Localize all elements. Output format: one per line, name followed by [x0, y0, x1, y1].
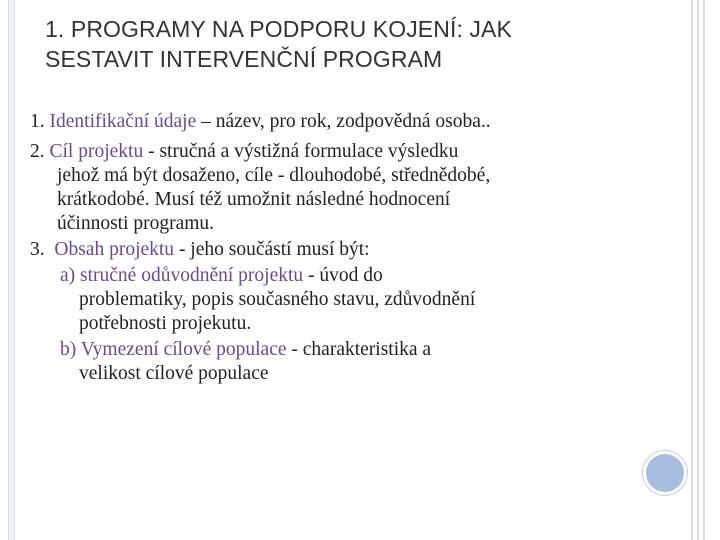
- item-continuation: velikost cílové populace: [79, 363, 269, 384]
- slide-body: [30, 110, 640, 386]
- sub-item: a) stručné odůvodnění projektu - úvod do: [60, 265, 383, 286]
- rail-line: [697, 0, 699, 540]
- rail-line: [703, 0, 705, 540]
- sub-item: b) Vymezení cílové populace - charakteristika a: [60, 339, 432, 360]
- item-continuation: jehož má být dosaženo, cíle - dlouhodobé, střednědobé,: [57, 165, 491, 186]
- decorative-circle: [646, 454, 684, 492]
- slide-title: [45, 14, 665, 74]
- item-highlight: b) Vymezení cílové populace: [60, 339, 287, 360]
- item-highlight: Identifikační údaje: [49, 111, 197, 132]
- item-highlight: Obsah projektu: [54, 239, 175, 260]
- left-border-decoration: [8, 0, 15, 540]
- title-line: 1. PROGRAMY NA PODPORU KOJENÍ: JAK: [45, 16, 512, 42]
- rail-line: [691, 0, 693, 540]
- list-item: 2. Cíl projektu - stručná a výstižná formulace výsledku: [30, 141, 459, 162]
- item-continuation: problematiky, popis současného stavu, zdůvodnění: [79, 289, 476, 310]
- item-highlight: a) stručné odůvodnění projektu: [60, 265, 304, 286]
- item-continuation: účinnosti programu.: [57, 213, 215, 234]
- list-item: 1. Identifikační údaje – název, pro rok, zodpovědná osoba..: [30, 111, 491, 132]
- title-line: SESTAVIT INTERVENČNÍ PROGRAM: [45, 46, 443, 72]
- item-highlight: Cíl projektu: [49, 141, 144, 162]
- right-rails-decoration: [683, 0, 720, 540]
- item-continuation: krátkodobé. Musí též umožnit následné hodnocení: [57, 189, 451, 210]
- item-continuation: potřebnosti projekutu.: [79, 313, 252, 334]
- list-item: 3. Obsah projektu - jeho součástí musí být:: [30, 239, 370, 260]
